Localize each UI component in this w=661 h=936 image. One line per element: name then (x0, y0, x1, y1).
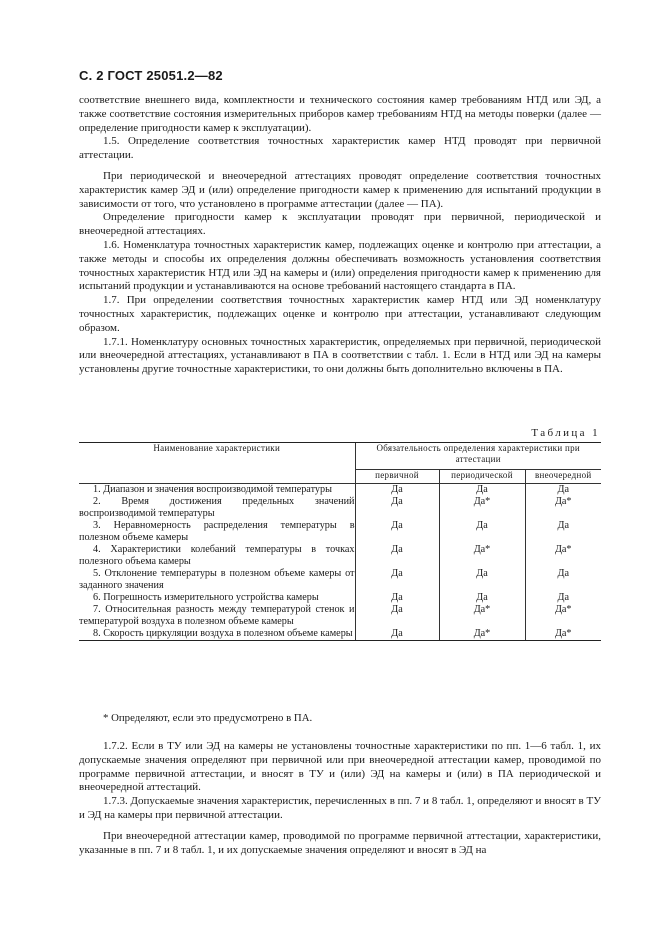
body-text-bottom (79, 740, 601, 857)
row-value: Да (355, 628, 439, 641)
column-header-extraordinary: внеочередной (525, 469, 601, 483)
row-characteristic-name: 1. Диапазон и значения воспроизводимой температуры (93, 484, 332, 495)
table-row (79, 592, 601, 604)
row-value: Да (355, 568, 439, 592)
table-row (79, 484, 601, 497)
row-value: Да (525, 592, 601, 604)
column-header-name: Наименование характеристики (79, 443, 355, 484)
row-value: Да* (525, 544, 601, 568)
column-header-primary: первичной (355, 469, 439, 483)
row-value: Да (355, 496, 439, 520)
row-value: Да (525, 520, 601, 544)
paragraph: 1.7.3. Допускаемые значения характеристик, перечисленных в пп. 7 и 8 табл. 1, определяют и вносят в ТУ и ЭД на камеры при первичной аттестации. (79, 795, 601, 821)
row-value: Да (355, 520, 439, 544)
row-value: Да (355, 592, 439, 604)
table-footnote: * Определяют, если это предусмотрено в ПА. (103, 712, 313, 724)
table-1 (79, 442, 601, 641)
row-characteristic-name: 4. Характеристики колебаний температуры в точках полезного объема камеры (79, 544, 355, 567)
row-characteristic-name: 5. Отклонение температуры в полезном объеме камеры от заданного значения (79, 568, 355, 591)
paragraph: соответствие внешнего вида, комплектности и технического состояния камер требованиям НТД или ЭД, а также соответствие состояния измерительных приборов камер требованиям НТД на методы поверки (далее — определение пригодности камер к эксплуатации). (79, 94, 601, 134)
row-value: Да* (439, 604, 525, 628)
row-value: Да* (439, 496, 525, 520)
row-value: Да* (525, 628, 601, 641)
row-value: Да* (439, 544, 525, 568)
row-value: Да* (525, 604, 601, 628)
table-caption: Таблица 1 (531, 427, 600, 439)
paragraph: Определение пригодности камер к эксплуатации проводят при первичной, периодической и внеочередной аттестациях. (79, 211, 601, 238)
paragraph: 1.6. Номенклатура точностных характеристик камер, подлежащих оценке и контролю при аттестации, а также методы и способы их определения должны обеспечивать возможность установления соответствия точностных характеристик НТД или ЭД на камеры и (или) определения пригодности камер к применению для испытаний продукции и устанавливаются на основе требований настоящего стандарта в ПА. (79, 238, 601, 293)
row-characteristic-name: 2. Время достижения предельных значений воспроизводимой температуры (79, 496, 355, 519)
row-value: Да (355, 544, 439, 568)
row-value: Да (439, 592, 525, 604)
paragraph: При внеочередной аттестации камер, проводимой по программе первичной аттестации, характеристики, указанные в пп. 7 и 8 табл. 1, и их допускаемые значения определяют и вносят в ЭД на (79, 829, 601, 856)
row-value: Да (439, 520, 525, 544)
row-value: Да (439, 484, 525, 497)
page-header: С. 2 ГОСТ 25051.2—82 (79, 68, 223, 83)
row-value: Да* (439, 628, 525, 641)
row-value: Да (355, 484, 439, 497)
row-value: Да (355, 604, 439, 628)
paragraph: 1.7. При определении соответствия точностных характеристик камер НТД или ЭД номенклатуру точностных характеристик, подлежащих оценке и контролю при аттестации, устанавливают следующим образом. (79, 294, 601, 334)
table-row (79, 568, 601, 592)
row-characteristic-name: 8. Скорость циркуляции воздуха в полезном объеме камеры (79, 628, 355, 641)
row-value: Да (439, 568, 525, 592)
paragraph: 1.5. Определение соответствия точностных характеристик камер НТД проводят при первичной аттестации. (79, 135, 601, 162)
paragraph: 1.7.2. Если в ТУ или ЭД на камеры не установлены точностные характеристики по пп. 1—6 табл. 1, их допускаемые значения определяют при первичной или при внеочередной аттестации камер, проводимой по программе первичной аттестации, и вносят в ТУ и (или) ЭД на камеры и (или) в ПА периодической и внеочередной аттестаций. (79, 740, 601, 794)
row-characteristic-name: 6. Погрешность измерительного устройства камеры (93, 592, 319, 603)
paragraph: При периодической и внеочередной аттестациях проводят определение соответствия точностных характеристик камер ЭД и (или) определение пригодности камер к применению для испытаний продукции в зависимости от того, что установлено в программе аттестации (далее — ПА). (79, 169, 601, 210)
table-row (79, 520, 601, 544)
column-header-periodic: периодической (439, 469, 525, 483)
table-row (79, 544, 601, 568)
row-value: Да (525, 568, 601, 592)
table-row (79, 628, 601, 641)
table-row (79, 496, 601, 520)
column-group-header: Обязательность определения характеристики при аттестации (355, 443, 601, 470)
row-value: Да (525, 484, 601, 497)
body-text-top (79, 94, 601, 377)
paragraph: 1.7.1. Номенклатуру основных точностных характеристик, определяемых при первичной, периодической или внеочередной аттестациях, устанавливают в ПА в соответствии с табл. 1. Если в НТД или ЭД на камеры установлены другие точностные характеристики, то они должны быть дополнительно включены в ПА. (79, 335, 601, 376)
table-row (79, 604, 601, 628)
row-value: Да* (525, 496, 601, 520)
row-characteristic-name: 7. Относительная разность между температурой стенок и температурой воздуха в полезном объеме камеры (79, 604, 355, 627)
table-body (79, 484, 601, 641)
row-characteristic-name: 3. Неравномерность распределения температуры в полезном объеме камеры (79, 520, 355, 543)
